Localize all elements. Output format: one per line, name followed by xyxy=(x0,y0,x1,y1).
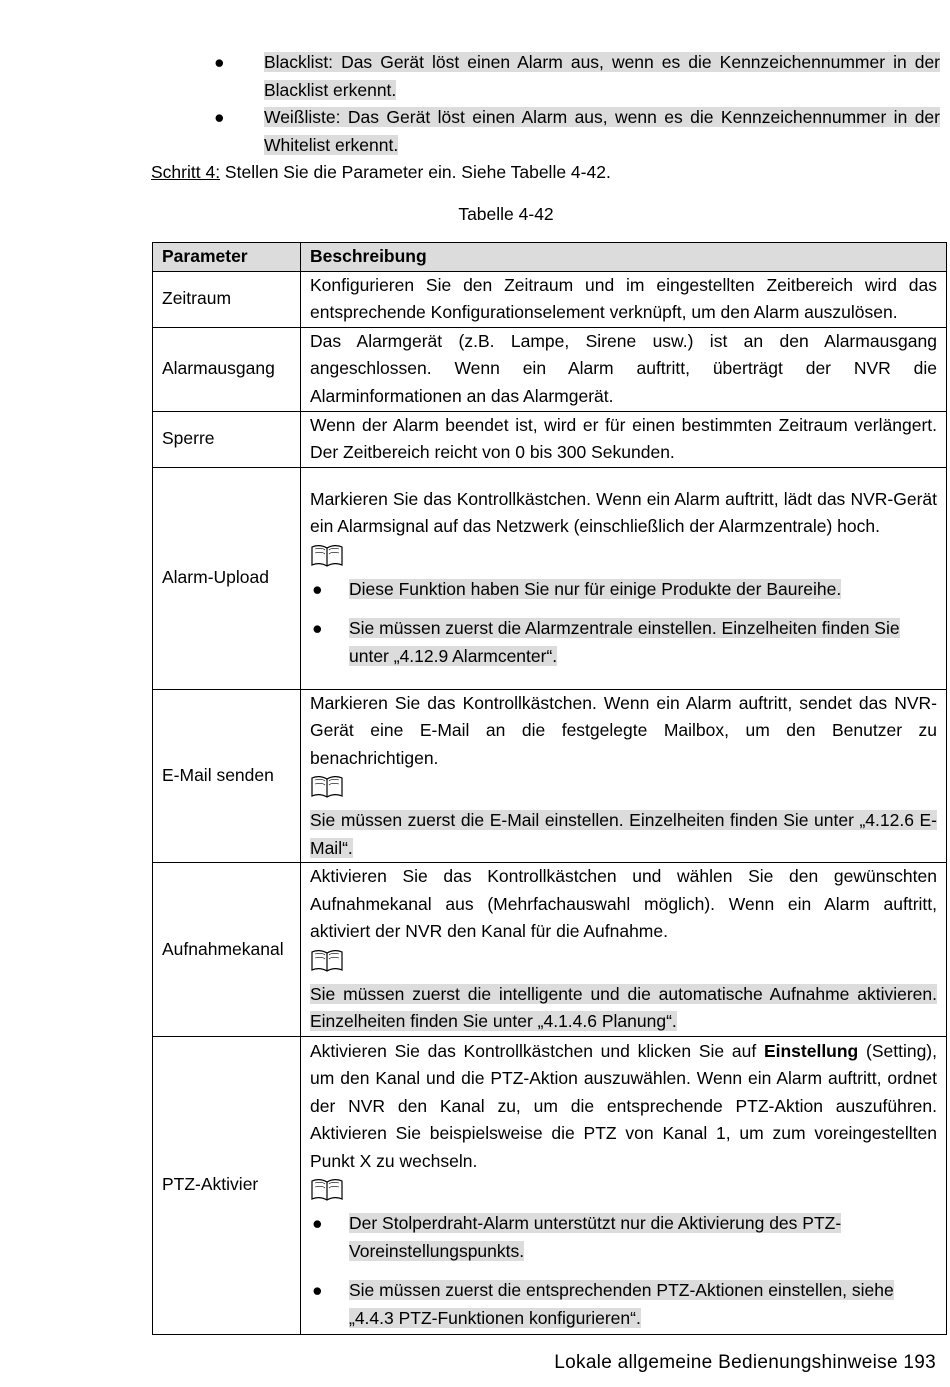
bullet-dot: ● xyxy=(312,1213,323,1234)
bullet-dot: ● xyxy=(214,107,225,127)
table-row xyxy=(153,271,947,327)
desc-cell xyxy=(301,271,947,327)
table-row xyxy=(153,1036,947,1334)
desc-text-b: (Setting), um den Kanal und die PTZ-Aktion auszuwählen. Wenn ein Alarm auftritt, ordnet der NVR den Kanal zu, um die entsprechende PTZ-Aktion auszuführen. Aktivieren Sie beispielsweise die PTZ von Kanal 1, um zum voreingestellten Punkt X zu wechseln. xyxy=(310,1040,937,1171)
desc-cell xyxy=(301,411,947,467)
note-book-icon xyxy=(310,775,344,799)
desc-text: Wenn der Alarm beendet ist, wird er für einen bestimmten Zeitraum verlängert. Der Zeitbereich reicht von 0 bis 300 Sekunden. xyxy=(310,414,937,462)
desc-text-a: Aktivieren Sie das Kontrollkästchen und klicken Sie auf xyxy=(310,1040,764,1061)
bullet-whitelist xyxy=(200,104,940,159)
desc-text: Konfigurieren Sie den Zeitraum und im eingestellten Zeitbereich wird das entsprechende Konfigurationselement verknüpft, um den Alarm auszulösen. xyxy=(310,274,937,322)
param-cell: Sperre xyxy=(153,411,301,467)
param-cell: Alarmausgang xyxy=(153,327,301,411)
note-text: Der Stolperdraht-Alarm unterstützt nur die Aktivierung des PTZ-Voreinstellungspunkts. xyxy=(349,1213,842,1261)
desc-text: Aktivieren Sie das Kontrollkästchen und wählen Sie den gewünschten Aufnahmekanal aus (Mehrfachauswahl möglich). Wenn ein Alarm auftritt, aktiviert der NVR den Kanal für die Aufnahme. xyxy=(310,866,937,941)
desc-text xyxy=(310,1038,937,1176)
page-footer: Lokale allgemeine Bedienungshinweise 193 xyxy=(554,1352,936,1373)
bullet-dot: ● xyxy=(312,578,323,599)
note-book-icon xyxy=(310,949,344,973)
bullet-dot: ● xyxy=(312,618,323,639)
desc-cell xyxy=(301,689,947,863)
table-row xyxy=(153,411,947,467)
einstellung-bold: Einstellung xyxy=(763,1040,859,1061)
note-text: Sie müssen zuerst die Alarmzentrale einstellen. Einzelheiten finden Sie unter „4.12.9 Alarmcenter“. xyxy=(349,618,900,666)
desc-cell xyxy=(301,467,947,689)
step-label: Schritt 4: xyxy=(151,162,221,182)
param-cell: Zeitraum xyxy=(153,271,301,327)
param-cell: Aufnahmekanal xyxy=(153,863,301,1037)
desc-cell xyxy=(301,327,947,411)
desc-cell xyxy=(301,863,947,1037)
note-book-icon xyxy=(310,1178,344,1202)
desc-text: Das Alarmgerät (z.B. Lampe, Sirene usw.) ist an den Alarmausgang angeschlossen. Wenn ein Alarm auftritt, überträgt der NVR die Alarminformationen an das Alarmgerät. xyxy=(310,330,937,406)
bullet-text: Blacklist: Das Gerät löst einen Alarm aus, wenn es die Kennzeichennummer in der Blacklist erkennt. xyxy=(264,52,940,100)
table-row xyxy=(153,689,947,863)
note-text: Diese Funktion haben Sie nur für einige Produkte der Baureihe. xyxy=(349,578,842,599)
param-cell: E-Mail senden xyxy=(153,689,301,863)
table-caption: Tabelle 4-42 xyxy=(458,204,554,224)
table-row xyxy=(153,863,947,1037)
header-description: Beschreibung xyxy=(301,243,947,272)
step-instruction xyxy=(151,159,611,187)
note-item xyxy=(310,1277,937,1332)
param-cell: PTZ-Aktivier xyxy=(153,1036,301,1334)
header-parameter: Parameter xyxy=(153,243,301,272)
note-text: Sie müssen zuerst die E-Mail einstellen. Einzelheiten finden Sie unter „4.12.6 E-Mail“. xyxy=(310,810,937,858)
note-text: Sie müssen zuerst die intelligente und die automatische Aufnahme aktivieren. Einzelheiten finden Sie unter „4.1.4.6 Planung“. xyxy=(310,983,937,1031)
desc-cell xyxy=(301,1036,947,1334)
table-header-row xyxy=(153,243,947,272)
table-row xyxy=(153,327,947,411)
bullet-dot: ● xyxy=(214,52,225,72)
note-item xyxy=(310,615,937,670)
bullet-dot: ● xyxy=(312,1280,323,1301)
note-item xyxy=(310,1210,937,1265)
desc-text: Markieren Sie das Kontrollkästchen. Wenn ein Alarm auftritt, lädt das NVR-Gerät ein Alarmsignal auf das Netzwerk (einschließlich der Alarmzentrale) hoch. xyxy=(310,488,937,537)
note-book-icon xyxy=(310,544,344,568)
note-item xyxy=(310,576,937,604)
step-text: Stellen Sie die Parameter ein. Siehe Tabelle 4-42. xyxy=(220,162,611,182)
desc-text: Markieren Sie das Kontrollkästchen. Wenn ein Alarm auftritt, sendet das NVR-Gerät eine E-Mail an die festgelegte Mailbox, um den Benutzer zu benachrichtigen. xyxy=(310,692,937,768)
bullet-blacklist xyxy=(200,49,940,104)
parameter-table xyxy=(152,242,947,1335)
param-cell: Alarm-Upload xyxy=(153,467,301,689)
bullet-text: Weißliste: Das Gerät löst einen Alarm aus, wenn es die Kennzeichennummer in der Whitelist erkennt. xyxy=(264,107,940,155)
intro-bullet-list xyxy=(200,49,940,159)
table-row xyxy=(153,467,947,689)
note-text: Sie müssen zuerst die entsprechenden PTZ-Aktionen einstellen, siehe „4.4.3 PTZ-Funktionen konfigurieren“. xyxy=(349,1280,894,1328)
